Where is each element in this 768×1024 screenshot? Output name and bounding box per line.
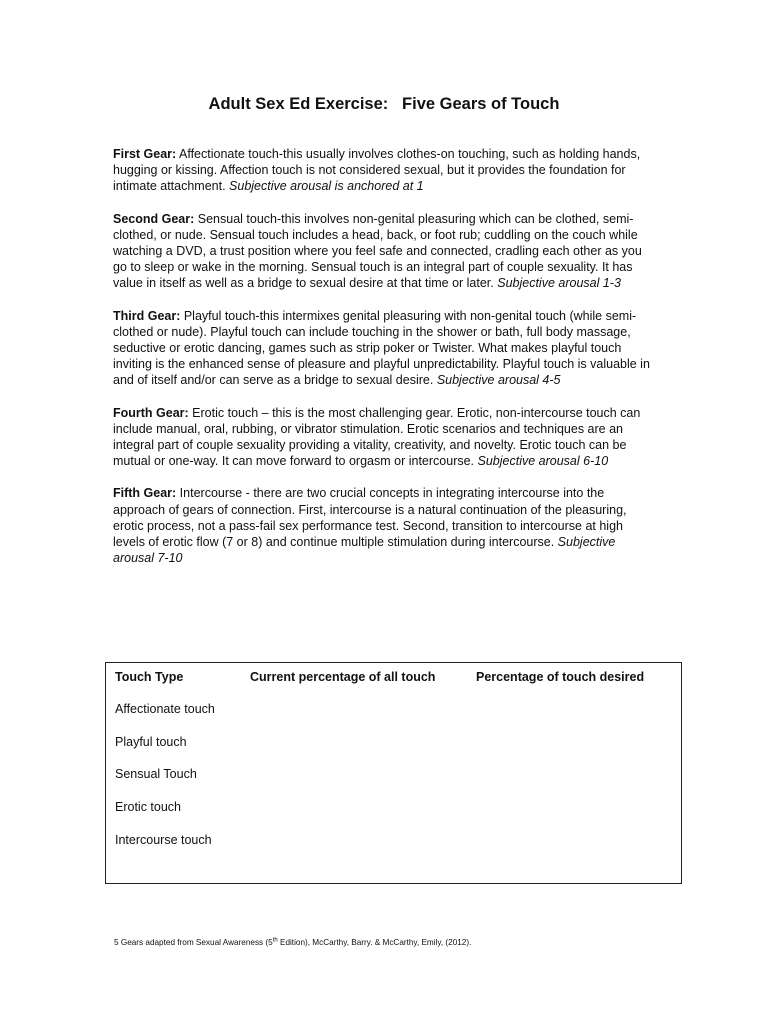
gear-label: Second Gear: xyxy=(113,211,195,226)
table-row-sensual: Sensual Touch xyxy=(115,767,197,781)
table-row-erotic: Erotic touch xyxy=(115,800,182,814)
footnote xyxy=(114,937,471,949)
footnote-text-end: Edition), McCarthy, Barry. & McCarthy, Emily, (2012). xyxy=(277,938,472,947)
gear-arousal: Subjective arousal is anchored at 1 xyxy=(229,179,424,194)
gear-label: First Gear: xyxy=(113,147,177,161)
gear-section-third xyxy=(113,308,658,389)
gear-section-fifth xyxy=(113,485,658,566)
gear-section-second xyxy=(113,211,658,292)
gear-label: Third Gear: xyxy=(113,308,181,323)
table-header-current-percentage: Current percentage of all touch xyxy=(250,670,436,684)
page-title: Adult Sex Ed Exercise: Five Gears of Touch xyxy=(208,95,560,113)
gear-sections xyxy=(113,146,658,582)
table-row-affectionate: Affectionate touch xyxy=(115,702,215,716)
gear-label: Fifth Gear: xyxy=(113,486,177,501)
table-header-desired-percentage: Percentage of touch desired xyxy=(476,670,645,684)
gear-label: Fourth Gear: xyxy=(113,405,189,420)
gear-arousal: Subjective arousal 7-10 xyxy=(113,535,616,566)
table-row-intercourse: Intercourse touch xyxy=(115,833,212,847)
gear-section-first xyxy=(113,146,658,195)
gear-arousal: Subjective arousal 4-5 xyxy=(436,373,561,388)
gear-description: Erotic touch – this is the most challenging gear. Erotic, non-intercourse touch can include manual, oral, rubbing, or vibrator stimulation. Erotic scenarios and techniques are an integral part of couple sexuality providing a vitality, creativity, and novelty. Erotic touch can be mutual or one-way. It can move forward to orgasm or intercourse. xyxy=(113,405,641,469)
table-header-touch-type: Touch Type xyxy=(115,670,184,684)
gear-description: Affectionate touch-this usually involves clothes-on touching, such as holding hands, hugging or kissing. Affection touch is not considered sexual, but it provides the foundation for intimate attachment. xyxy=(113,147,641,194)
gear-description: Intercourse - there are two crucial concepts in integrating intercourse into the approach of gears of connection. First, intercourse is a natural continuation of the pleasuring, erotic process, not a pass-fail sex performance test. Second, transition to intercourse at high levels of erotic flow (7 or 8) and continue multiple stimulation during intercourse. xyxy=(113,486,627,550)
footnote-text: 5 Gears adapted from Sexual Awareness (5 xyxy=(114,938,273,947)
gear-arousal: Subjective arousal 6-10 xyxy=(477,454,609,469)
touch-table xyxy=(105,662,682,884)
gear-arousal: Subjective arousal 1-3 xyxy=(497,276,621,291)
footnote-superscript: th xyxy=(272,937,278,944)
gear-description: Playful touch-this intermixes genital pleasuring with non-genital touch (while semi-clothed or nude). Playful touch can include touching in the shower or bath, full body massage, seductive or erotic dancing, games such as strip poker or Twister. What makes playful touch inviting is the enhanced sense of pleasure and playful unpredictability. Playful touch is valuable in and of itself and/or can serve as a bridge to sexual desire. xyxy=(113,308,650,388)
table-row-playful: Playful touch xyxy=(115,735,187,749)
gear-description: Sensual touch-this involves non-genital pleasuring which can be clothed, semi-clothed, or nude. Sensual touch includes a head, back, or foot rub; cuddling on the couch while watching a DVD, a trust position where you feel safe and connected, cradling each other as you go to sleep or wake in the morning. Sensual touch is an integral part of couple sexuality. It has value in itself as well as a bridge to sexual desire at that time or later. xyxy=(113,211,642,291)
gear-section-fourth xyxy=(113,405,658,470)
